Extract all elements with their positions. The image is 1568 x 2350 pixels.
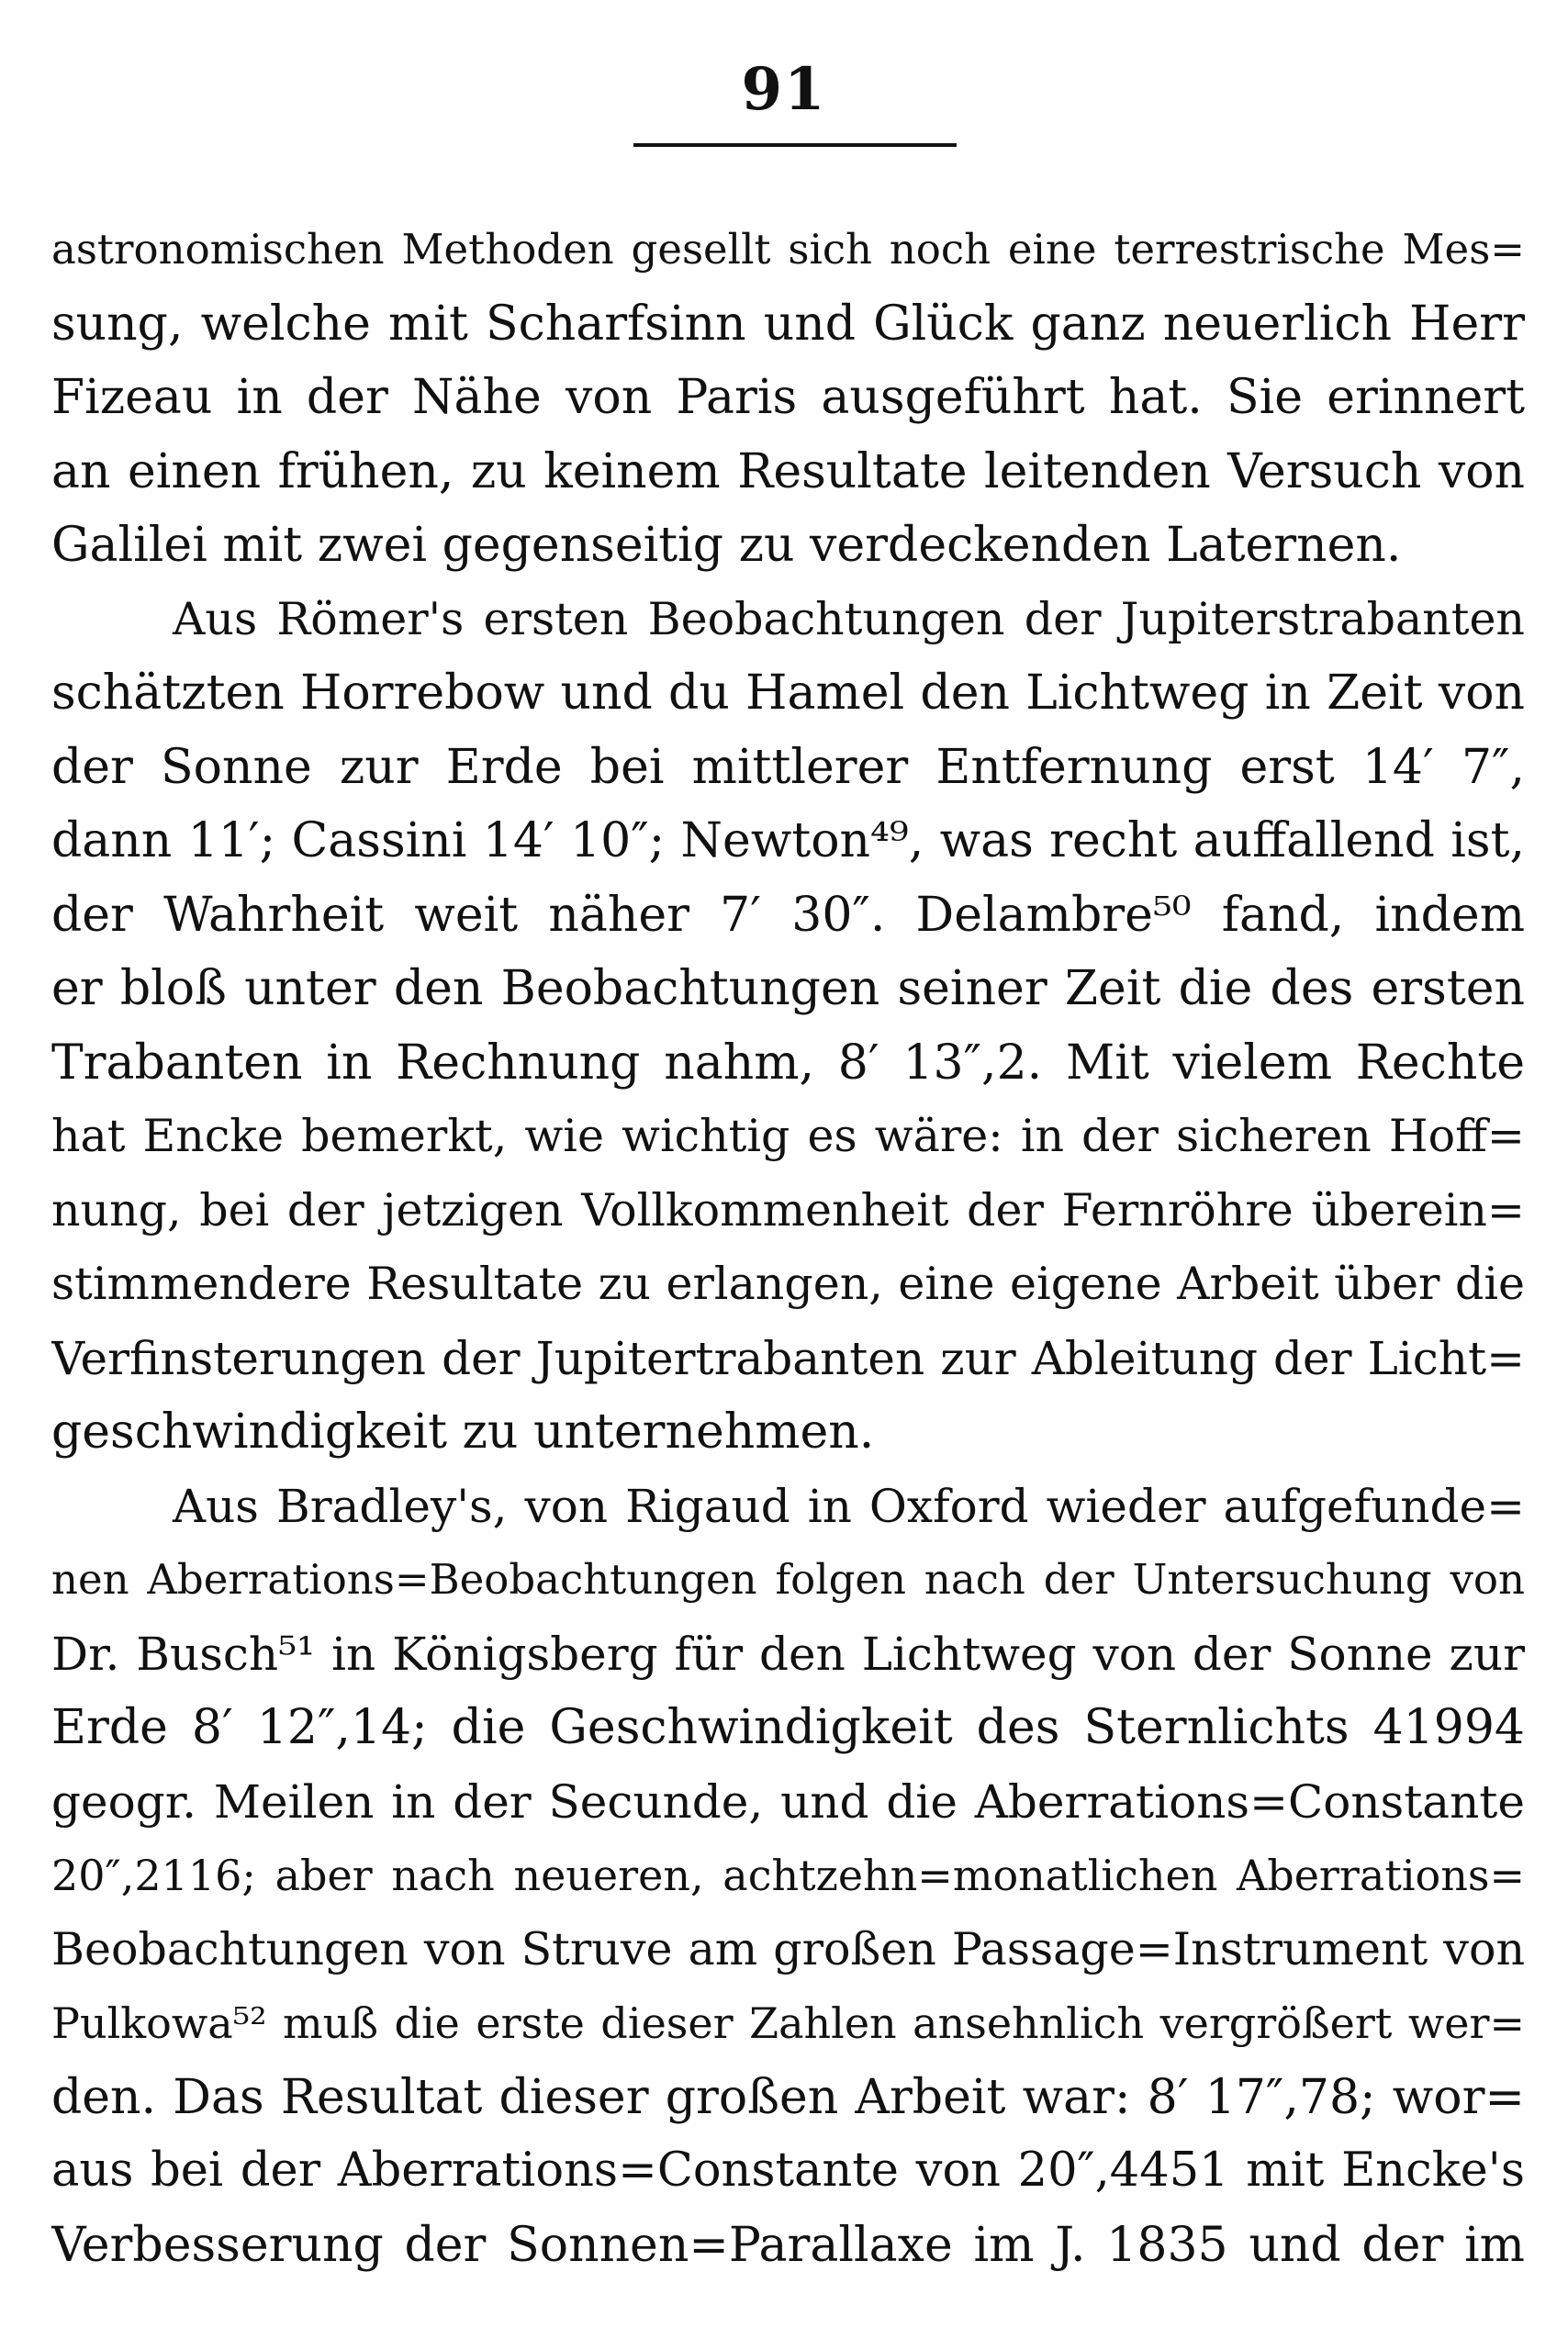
text-line: der Wahrheit weit näher 7′ 30″. Delambre⁵⁰ fand, indem (51, 887, 1525, 943)
text-line: astronomischen Methoden gesellt sich noch eine terrestrische Mes= (51, 225, 1525, 274)
text-line: 20″,2116; aber nach neueren, achtzehn=monatlichen Aberrations= (51, 1851, 1525, 1900)
text-line: Beobachtungen von Struve am großen Passage=Instrument von (51, 1922, 1525, 1975)
text-line: sung, welche mit Scharfsinn und Glück ganz neuerlich Herr (51, 296, 1525, 352)
text-line: hat Encke bemerkt, wie wichtig es wäre: in der sicheren Hoff= (51, 1110, 1525, 1162)
page-number: 91 (741, 55, 827, 124)
body-text (51, 213, 1525, 2282)
text-line: Fizeau in der Nähe von Paris ausgeführt hat. Sie erinnert (51, 370, 1525, 425)
text-line: Aus Römer's ersten Beobachtungen der Jupiterstrabanten (173, 592, 1525, 645)
text-line: stimmendere Resultate zu erlangen, eine eigene Arbeit über die (51, 1258, 1525, 1310)
text-line: Dr. Busch⁵¹ in Königsberg für den Lichtweg von der Sonne zur (51, 1627, 1525, 1681)
text-line: dann 11′; Cassini 14′ 10″; Newton⁴⁹, was recht auffallend ist, (51, 813, 1525, 868)
text-line: Verfinsterungen der Jupitertrabanten zur Ableitung der Licht= (51, 1331, 1525, 1385)
text-line: Galilei mit zwei gegenseitig zu verdeckenden Laternen. (51, 518, 1402, 573)
header-rule (633, 143, 957, 147)
text-line: Aus Bradley's, von Rigaud in Oxford wieder aufgefunde= (173, 1479, 1525, 1533)
text-line: Verbesserung der Sonnen=Parallaxe im J. 1835 und der im (51, 2217, 1525, 2273)
text-line: Erde 8′ 12″,14; die Geschwindigkeit des Sternlichts 41994 (51, 1700, 1525, 1755)
text-line: geogr. Meilen in der Secunde, und die Aberrations=Constante (51, 1774, 1525, 1829)
text-line: den. Das Resultat dieser großen Arbeit war: 8′ 17″,78; wor= (51, 2069, 1525, 2125)
text-line: Trabanten in Rechnung nahm, 8′ 13″,2. Mit vielem Rechte (51, 1035, 1525, 1091)
text-line: nen Aberrations=Beobachtungen folgen nach der Untersuchung von (51, 1555, 1525, 1604)
text-line: er bloß unter den Beobachtungen seiner Zeit die des ersten (51, 961, 1525, 1016)
text-line: der Sonne zur Erde bei mittlerer Entfernung erst 14′ 7″, (51, 739, 1525, 795)
text-line: aus bei der Aberrations=Constante von 20″,4451 mit Encke's (51, 2143, 1525, 2198)
text-line: geschwindigkeit zu unternehmen. (51, 1404, 875, 1460)
text-line: Pulkowa⁵² muß die erste dieser Zahlen ansehnlich vergrößert wer= (51, 1998, 1525, 2048)
text-line: an einen frühen, zu keinem Resultate leitenden Versuch von (51, 443, 1525, 499)
text-line: schätzten Horrebow und du Hamel den Lichtweg in Zeit von (51, 666, 1525, 721)
text-line: nung, bei der jetzigen Vollkommenheit der Fernröhre überein= (51, 1183, 1525, 1237)
